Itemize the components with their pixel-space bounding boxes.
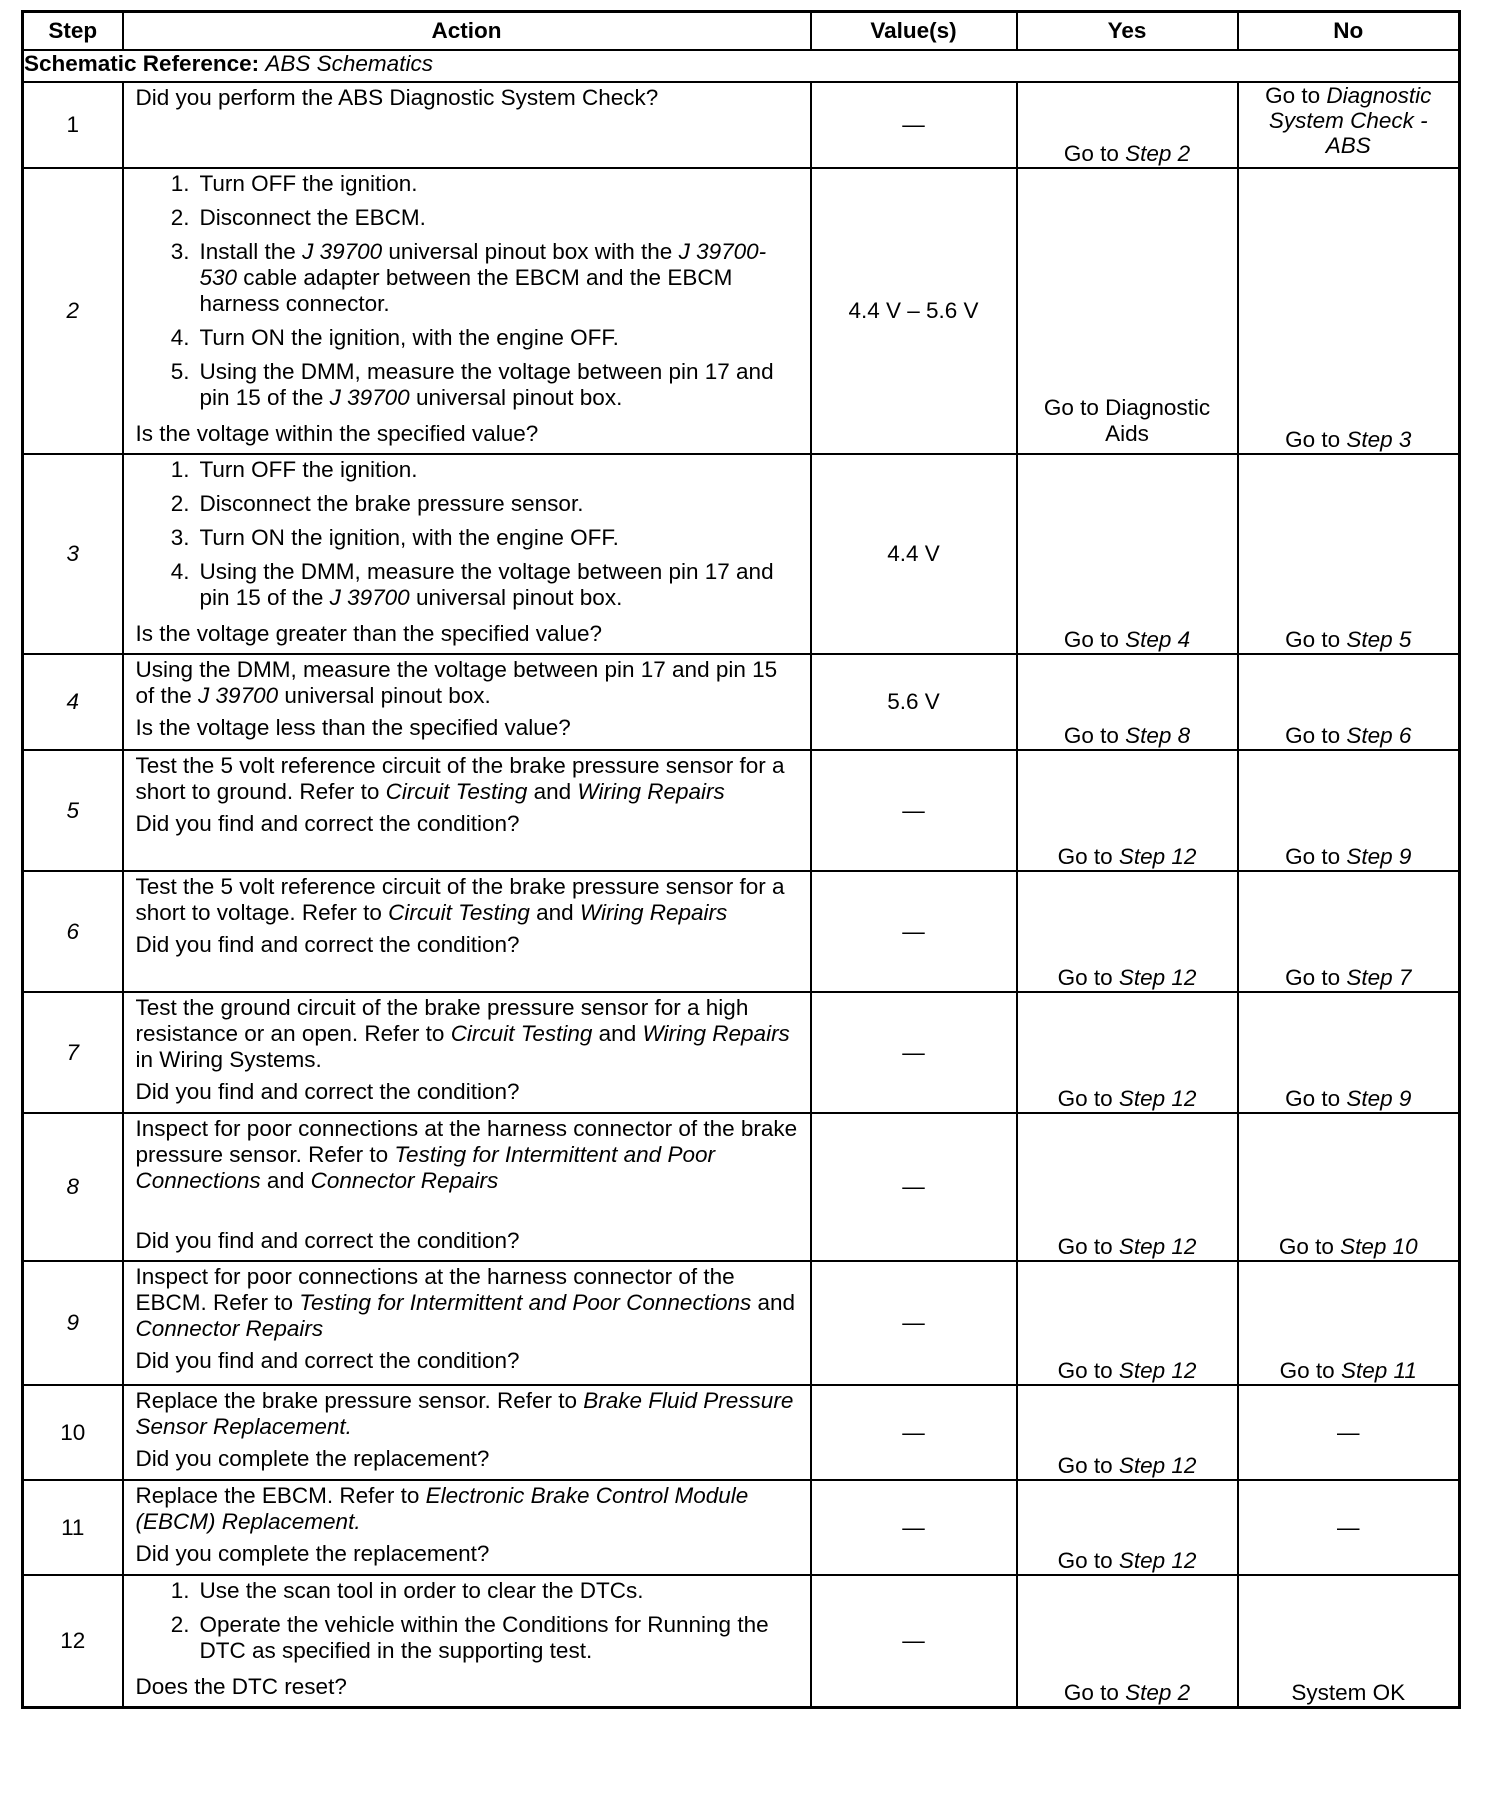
no-cell: Go to Step 7 — [1238, 871, 1460, 992]
table-row — [23, 1385, 1460, 1480]
question: Did you complete the replacement? — [135, 1541, 490, 1566]
action-cell — [123, 871, 811, 992]
yes-cell: Go to Step 12 — [1017, 1480, 1238, 1575]
question: Did you complete the replacement? — [135, 1446, 490, 1471]
table-row — [23, 454, 1460, 654]
action-text: Replace the brake pressure sensor. Refer to Brake Fluid Pressure Sensor Replacement. — [135, 1388, 794, 1439]
yes-cell: Go to Step 2 — [1017, 82, 1238, 168]
action-cell — [123, 82, 811, 168]
step-number: 6 — [23, 871, 123, 992]
schematic-value: ABS Schematics — [265, 51, 433, 76]
action-cell — [123, 750, 811, 871]
header-row — [23, 12, 1460, 51]
value-cell: 4.4 V — [811, 454, 1017, 654]
header-action: Action — [123, 12, 811, 51]
table-row — [23, 871, 1460, 992]
yes-cell: Go to Step 12 — [1017, 992, 1238, 1113]
yes-cell: Go to Diagnostic Aids — [1017, 168, 1238, 454]
yes-cell: Go to Step 2 — [1017, 1575, 1238, 1708]
yes-cell: Go to Step 12 — [1017, 1113, 1238, 1261]
step-number: 12 — [23, 1575, 123, 1708]
value-cell: — — [811, 750, 1017, 871]
no-cell: — — [1238, 1480, 1460, 1575]
schematic-label: Schematic Reference: — [24, 51, 260, 76]
question: Did you find and correct the condition? — [135, 811, 520, 836]
question: Is the voltage within the specified value? — [135, 421, 539, 446]
no-cell: Go to Step 3 — [1238, 168, 1460, 454]
table-row — [23, 992, 1460, 1113]
yes-cell: Go to Step 4 — [1017, 454, 1238, 654]
table-row — [23, 1575, 1460, 1708]
step-number: 4 — [23, 654, 123, 750]
value-cell: — — [811, 82, 1017, 168]
no-cell: Go to Step 11 — [1238, 1261, 1460, 1385]
list-item: 5. Using the DMM, measure the voltage between pin 17 and pin 15 of the J 39700 universal pinout box. — [170, 359, 774, 410]
step-number: 3 — [23, 454, 123, 654]
action-cell — [123, 1575, 811, 1708]
action-cell — [123, 1261, 811, 1385]
action-text: Test the ground circuit of the brake pressure sensor for a high resistance or an open. Refer to Circuit Testing and Wiring Repairs in Wiring Systems. — [135, 995, 790, 1072]
yes-cell: Go to Step 12 — [1017, 1261, 1238, 1385]
question: Did you find and correct the condition? — [135, 1348, 520, 1373]
action-cell — [123, 654, 811, 750]
action-cell — [123, 454, 811, 654]
list-item: 3. Turn ON the ignition, with the engine OFF. — [170, 525, 619, 550]
step-number: 5 — [23, 750, 123, 871]
table-row — [23, 750, 1460, 871]
header-values: Value(s) — [811, 12, 1017, 51]
question: Did you find and correct the condition? — [135, 932, 520, 957]
schematic-row — [23, 50, 1460, 82]
schematic-reference — [23, 50, 1460, 82]
step-number: 1 — [23, 82, 123, 168]
value-cell: 5.6 V — [811, 654, 1017, 750]
list-item: 2. Operate the vehicle within the Conditions for Running the DTC as specified in the supporting test. — [170, 1612, 769, 1663]
action-text: Inspect for poor connections at the harness connector of the EBCM. Refer to Testing for Intermittent and Poor Connections and Connector Repairs — [135, 1264, 796, 1341]
action-text: Replace the EBCM. Refer to Electronic Brake Control Module (EBCM) Replacement. — [135, 1483, 749, 1534]
list-item: 1. Turn OFF the ignition. — [170, 457, 418, 482]
value-cell: — — [811, 1113, 1017, 1261]
yes-cell: Go to Step 12 — [1017, 871, 1238, 992]
header-no: No — [1238, 12, 1460, 51]
question: Did you find and correct the condition? — [135, 1079, 520, 1104]
value-cell: — — [811, 1480, 1017, 1575]
question: Did you perform the ABS Diagnostic System Check? — [135, 85, 659, 110]
action-cell — [123, 1480, 811, 1575]
step-number: 10 — [23, 1385, 123, 1480]
action-text: Test the 5 volt reference circuit of the brake pressure sensor for a short to voltage. Refer to Circuit Testing and Wiring Repairs — [135, 874, 785, 925]
table-row — [23, 168, 1460, 454]
list-item: 3. Install the J 39700 universal pinout box with the J 39700-530 cable adapter between the EBCM and the EBCM harness connector. — [170, 239, 767, 316]
action-text: Using the DMM, measure the voltage between pin 17 and pin 15 of the J 39700 universal pinout box. — [135, 657, 778, 708]
no-cell: System OK — [1238, 1575, 1460, 1708]
no-cell: Go to Step 9 — [1238, 750, 1460, 871]
step-number: 2 — [23, 168, 123, 454]
table-row — [23, 1113, 1460, 1261]
list-item: 2. Disconnect the brake pressure sensor. — [170, 491, 584, 516]
step-number: 8 — [23, 1113, 123, 1261]
yes-cell: Go to Step 8 — [1017, 654, 1238, 750]
value-cell: — — [811, 1261, 1017, 1385]
header-step: Step — [23, 12, 123, 51]
value-cell: — — [811, 992, 1017, 1113]
no-cell: — — [1238, 1385, 1460, 1480]
step-number: 7 — [23, 992, 123, 1113]
yes-cell: Go to Step 12 — [1017, 750, 1238, 871]
action-cell — [123, 992, 811, 1113]
question: Does the DTC reset? — [135, 1674, 347, 1699]
question: Is the voltage greater than the specified value? — [135, 621, 603, 646]
header-yes: Yes — [1017, 12, 1238, 51]
value-cell: — — [811, 1575, 1017, 1708]
question: Did you find and correct the condition? — [135, 1228, 520, 1253]
table-row — [23, 82, 1460, 168]
question: Is the voltage less than the specified value? — [135, 715, 571, 740]
table-row — [23, 1261, 1460, 1385]
value-cell: — — [811, 1385, 1017, 1480]
value-cell: 4.4 V – 5.6 V — [811, 168, 1017, 454]
table-row — [23, 654, 1460, 750]
no-cell: Go to Step 10 — [1238, 1113, 1460, 1261]
value-cell: — — [811, 871, 1017, 992]
yes-cell: Go to Step 12 — [1017, 1385, 1238, 1480]
list-item: 2. Disconnect the EBCM. — [170, 205, 426, 230]
action-cell — [123, 1113, 811, 1261]
action-cell — [123, 1385, 811, 1480]
list-item: 1. Use the scan tool in order to clear the DTCs. — [170, 1578, 644, 1603]
list-item: 1. Turn OFF the ignition. — [170, 171, 418, 196]
table-row — [23, 1480, 1460, 1575]
step-number: 11 — [23, 1480, 123, 1575]
no-cell: Go to Step 5 — [1238, 454, 1460, 654]
diagnostic-table — [21, 10, 1461, 1709]
action-text: Test the 5 volt reference circuit of the brake pressure sensor for a short to ground. Refer to Circuit Testing and Wiring Repairs — [135, 753, 785, 804]
list-item: 4. Turn ON the ignition, with the engine OFF. — [170, 325, 619, 350]
no-cell: Go to Step 9 — [1238, 992, 1460, 1113]
step-number: 9 — [23, 1261, 123, 1385]
action-cell — [123, 168, 811, 454]
list-item: 4. Using the DMM, measure the voltage between pin 17 and pin 15 of the J 39700 universal pinout box. — [170, 559, 774, 610]
action-text: Inspect for poor connections at the harness connector of the brake pressure sensor. Refer to Testing for Intermittent and Poor Connections and Connector Repairs — [135, 1116, 798, 1193]
no-cell: Go to Diagnostic System Check - ABS — [1238, 82, 1460, 168]
no-cell: Go to Step 6 — [1238, 654, 1460, 750]
